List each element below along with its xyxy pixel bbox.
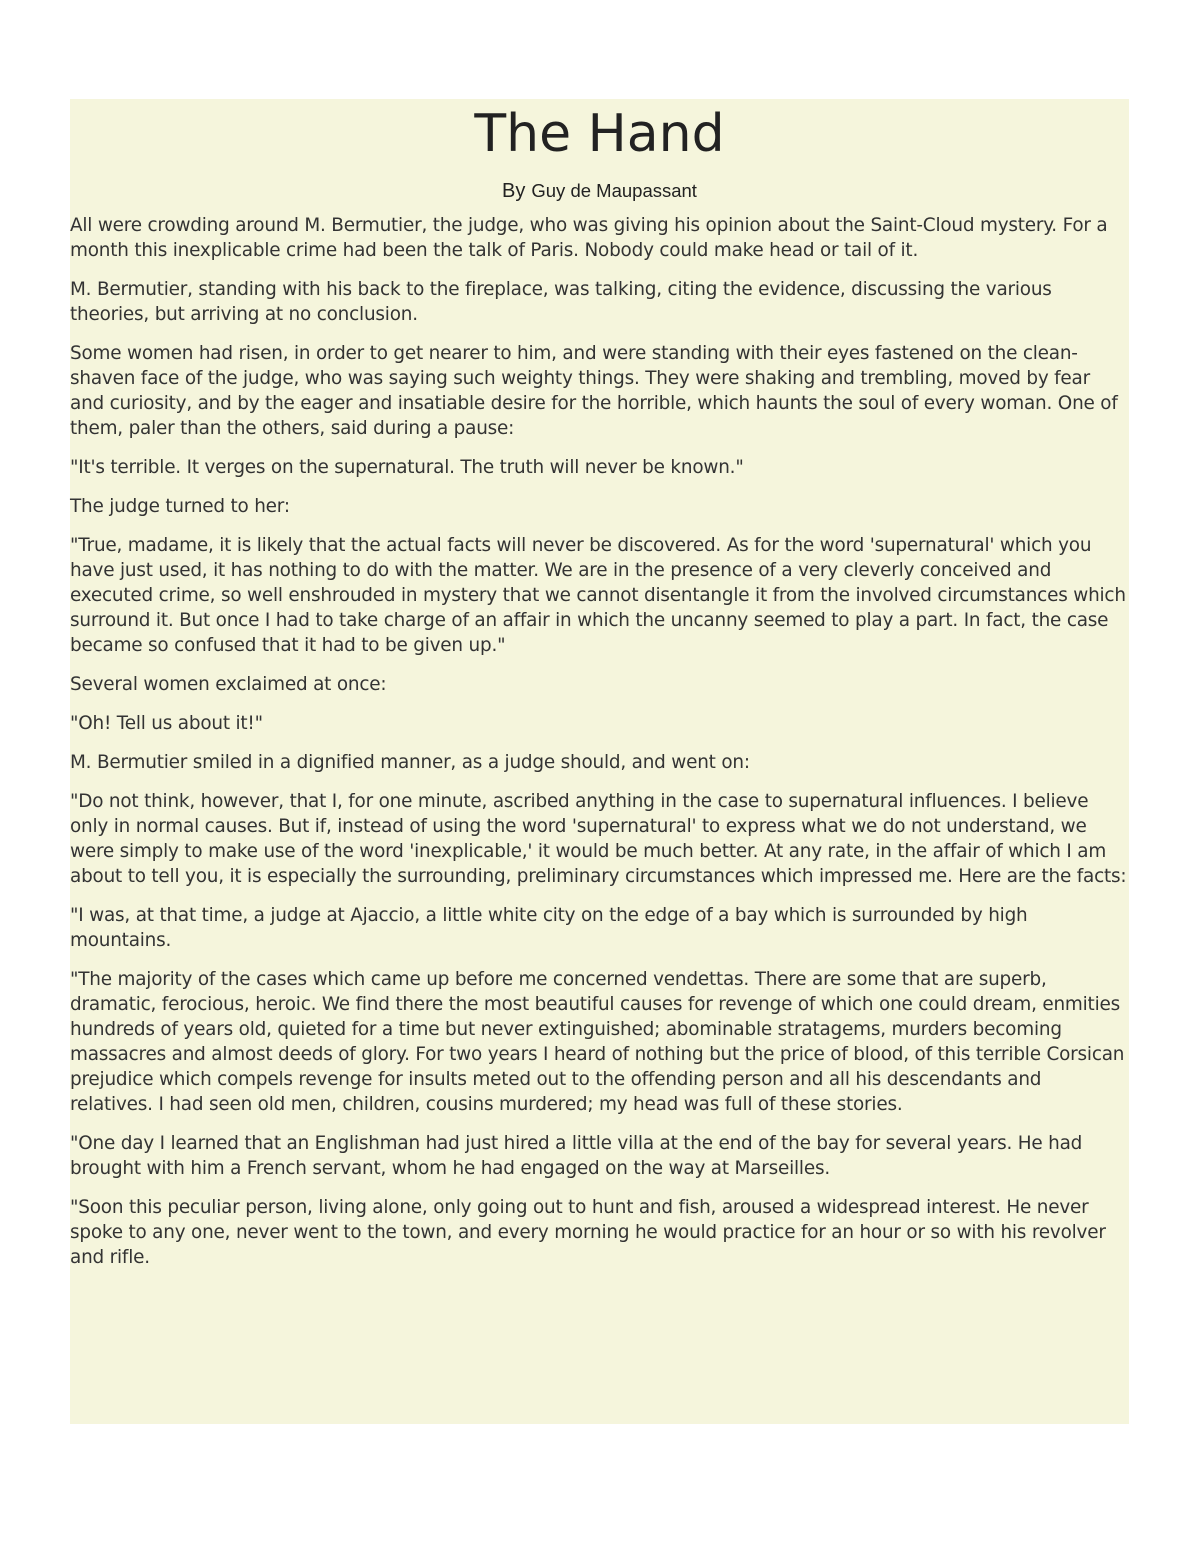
story-body [70,213,1129,1270]
paragraph: "One day I learned that an Englishman had just hired a little villa at the end of the bay for several years. He had brought with him a French servant, whom he had engaged on the way at Marseilles. [70,1133,1083,1179]
story-title: The Hand [474,104,725,164]
paragraph: M. Bermutier, standing with his back to the fireplace, was talking, citing the evidence, discussing the various theories, but arriving at no conclusion. [70,279,1052,325]
paragraph: "True, madame, it is likely that the actual facts will never be discovered. As for the word 'supernatural' which you have just used, it has nothing to do with the matter. We are in the presence of a very cleverly conceived and executed crime, so well enshrouded in mystery that we cannot disentangle it from the involved circumstances which surround it. But once I had to take charge of an affair in which the uncanny seemed to play a part. In fact, the case became so confused that it had to be given up." [70,535,1126,656]
byline-prefix: By [502,180,526,202]
paragraph: "Do not think, however, that I, for one minute, ascribed anything in the case to supernatural influences. I believe only in normal causes. But if, instead of using the word 'supernatural' to express what we do not understand, we were simply to make use of the word 'inexplicable,' it would be much better. At any rate, in the affair of which I am about to tell you, it is especially the surrounding, preliminary circumstances which impressed me. Here are the facts: [70,791,1127,887]
paragraph: The judge turned to her: [70,496,290,517]
paragraph: M. Bermutier smiled in a dignified manner, as a judge should, and went on: [70,752,750,773]
paragraph: "I was, at that time, a judge at Ajaccio, a little white city on the edge of a bay which is surrounded by high mountains. [70,905,1028,951]
paragraph: "Oh! Tell us about it!" [70,713,263,734]
paragraph: Some women had risen, in order to get nearer to him, and were standing with their eyes fastened on the clean-shaven face of the judge, who was saying such weighty things. They were shaking and trembling, moved by fear and curiosity, and by the eager and insatiable desire for the horrible, which haunts the soul of every woman. One of them, paler than the others, said during a pause: [70,343,1118,439]
author-name: Guy de Maupassant [531,180,697,201]
story-sheet [70,99,1129,1424]
paragraph: Several women exclaimed at once: [70,674,387,695]
paragraph: All were crowding around M. Bermutier, the judge, who was giving his opinion about the Saint-Cloud mystery. For a month this inexplicable crime had been the talk of Paris. Nobody could make head or tail of it. [70,215,1108,261]
paragraph: "Soon this peculiar person, living alone, only going out to hunt and fish, aroused a widespread interest. He never spoke to any one, never went to the town, and every morning he would practice for an hour or so with his revolver and rifle. [70,1197,1106,1268]
byline [70,179,1129,203]
paragraph: "The majority of the cases which came up before me concerned vendettas. There are some that are superb, dramatic, ferocious, heroic. We find there the most beautiful causes for revenge of which one could dream, enmities hundreds of years old, quieted for a time but never extinguished; abominable stratagems, murders becoming massacres and almost deeds of glory. For two years I heard of nothing but the price of blood, of this terrible Corsican prejudice which compels revenge for insults meted out to the offending person and all his descendants and relatives. I had seen old men, children, cousins murdered; my head was full of these stories. [70,969,1125,1115]
paragraph: "It's terrible. It verges on the supernatural. The truth will never be known." [70,457,744,478]
